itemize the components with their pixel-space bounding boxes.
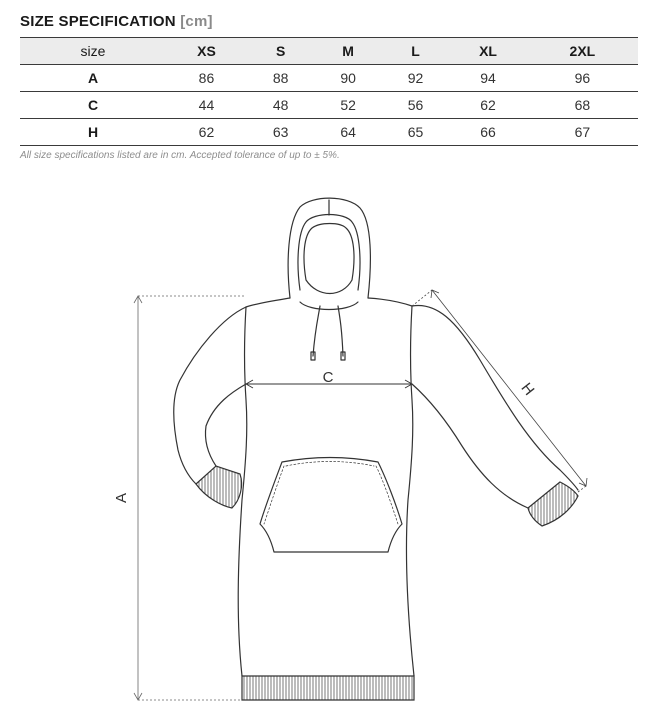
size-m-header: M xyxy=(314,38,381,65)
h-top-guide xyxy=(412,290,432,306)
size-table xyxy=(20,37,638,146)
left-cuff xyxy=(196,466,242,508)
title-text: SIZE SPECIFICATION xyxy=(20,13,176,30)
pocket-stitch xyxy=(264,462,398,525)
table-cell: 67 xyxy=(527,119,638,146)
left-drawstring xyxy=(313,306,320,356)
table-cell: 52 xyxy=(314,92,381,119)
right-sleeve-inner xyxy=(412,384,528,508)
bottom-hem xyxy=(242,676,414,700)
page-title xyxy=(20,13,213,30)
left-shoulder-line xyxy=(246,298,290,307)
label-a: A xyxy=(113,492,130,504)
face-opening xyxy=(304,224,354,294)
size-l-header: L xyxy=(382,38,449,65)
table-cell: 62 xyxy=(449,92,526,119)
table-row xyxy=(20,65,638,92)
table-cell: 68 xyxy=(527,92,638,119)
h-bottom-guide xyxy=(578,486,586,492)
table-cell: 44 xyxy=(166,92,247,119)
row-label-h: H xyxy=(20,119,166,146)
neck-seam xyxy=(300,302,358,310)
body-right-side xyxy=(406,306,414,676)
table-header-row xyxy=(20,38,638,65)
left-sleeve-outer xyxy=(174,307,246,484)
tolerance-note: All size specifications listed are in cm. Accepted tolerance of up to ± 5%. xyxy=(20,150,340,161)
table-row xyxy=(20,92,638,119)
table-cell: 96 xyxy=(527,65,638,92)
hoodie-dress-diagram xyxy=(0,180,658,722)
right-shoulder-line xyxy=(368,298,412,306)
table-cell: 62 xyxy=(166,119,247,146)
row-label-a: A xyxy=(20,65,166,92)
row-label-c: C xyxy=(20,92,166,119)
title-unit: [cm] xyxy=(180,13,213,30)
header-size-label: size xyxy=(20,38,166,65)
table-row xyxy=(20,119,638,146)
label-c: C xyxy=(322,369,334,386)
size-xl-header: XL xyxy=(449,38,526,65)
hood-inner-outline xyxy=(298,215,360,291)
table-cell: 88 xyxy=(247,65,314,92)
table-cell: 63 xyxy=(247,119,314,146)
table-cell: 92 xyxy=(382,65,449,92)
table-cell: 90 xyxy=(314,65,381,92)
table-cell: 94 xyxy=(449,65,526,92)
label-h: H xyxy=(517,379,538,399)
table-cell: 56 xyxy=(382,92,449,119)
table-cell: 86 xyxy=(166,65,247,92)
right-sleeve-outer xyxy=(412,305,578,490)
right-drawstring xyxy=(338,306,343,356)
table-cell: 48 xyxy=(247,92,314,119)
table-cell: 66 xyxy=(449,119,526,146)
right-cuff xyxy=(528,482,578,526)
size-2xl-header: 2XL xyxy=(527,38,638,65)
table-cell: 64 xyxy=(314,119,381,146)
left-sleeve-inner xyxy=(205,384,246,466)
kangaroo-pocket xyxy=(260,458,402,553)
size-xs-header: XS xyxy=(166,38,247,65)
h-dimension-line xyxy=(432,290,586,486)
size-s-header: S xyxy=(247,38,314,65)
table-cell: 65 xyxy=(382,119,449,146)
